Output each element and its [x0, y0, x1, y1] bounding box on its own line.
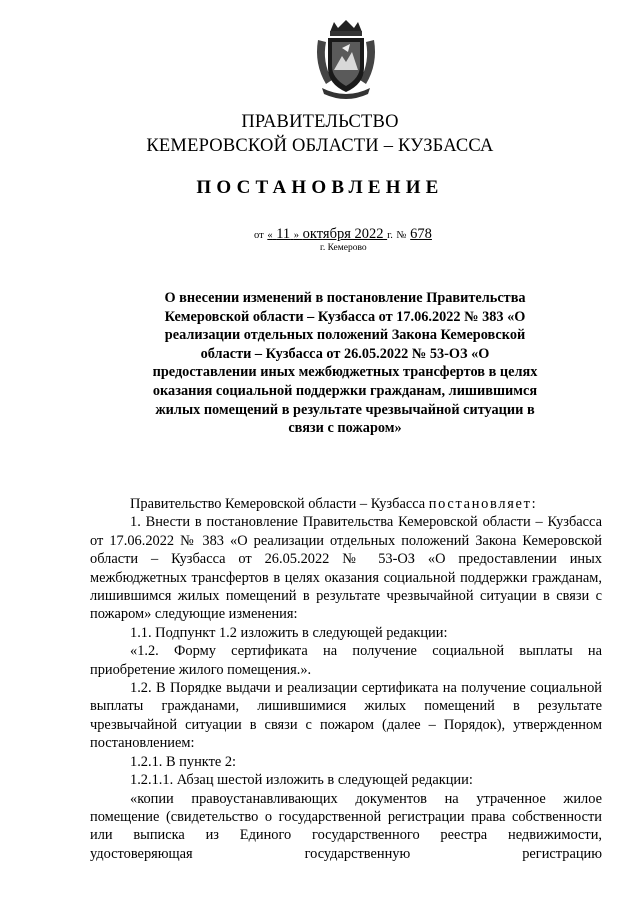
paragraph-1-1: 1.1. Подпункт 1.2 изложить в следующей редакции:	[130, 624, 448, 641]
document-title: О внесении изменений в постановление Правительства Кемеровской области – Кузбасса от 17.06.2022 № 383 «О реализации отдельных положений Закона Кемеровской области – Кузбасса от 26.05.2022 № 53-ОЗ «О предоставлении иных межбюджетных трансфертов в целях оказания социальной поддержки гражданам, лишившимся жилых помещений в результате чрезвычайной ситуации в связи с пожаром»	[152, 290, 538, 437]
number-sign: №	[396, 230, 407, 241]
document-number: 678	[410, 226, 432, 242]
government-name-line1: ПРАВИТЕЛЬСТВО	[241, 112, 399, 132]
intro-text: Правительство Кемеровской области – Кузбасса	[130, 496, 429, 512]
paragraph-1-2-1: 1.2.1. В пункте 2:	[130, 753, 237, 770]
paragraph-quote: «копии правоустанавливающих документов на утраченное жилое помещение (свидетельство о государственной регистрации права собственности или выписка из Единого государственного реестра недвижимости, удостоверяющая государственную регистрацию	[90, 790, 602, 862]
paragraph-1-2-1-1: 1.2.1.1. Абзац шестой изложить в следующей редакции:	[130, 772, 473, 789]
document-type: ПОСТАНОВЛЕНИЕ	[196, 177, 444, 198]
paragraph-1: 1. Внести в постановление Правительства Кемеровской области – Кузбасса от 17.06.2022 № 383 «О реализации отдельных положений Закона Кемеровской области – Кузбасса от 26.05.2022 № 53-ОЗ «О предоставлении иных межбюджетных трансфертов в целях оказания социальной поддержки гражданам, лишившимся жилых помещений в результате чрезвычайной ситуации в связи с пожаром» следующие изменения:	[90, 514, 602, 623]
date-year-suffix: г.	[387, 230, 393, 241]
intro-paragraph	[90, 495, 602, 513]
paragraph-1-1-text: «1.2. Форму сертификата на получение социальной выплаты на приобретение жилого помещения.».	[90, 643, 602, 678]
paragraph-1-2: 1.2. В Порядке выдачи и реализации сертификата на получение социальной выплаты гражданами, лишившимися жилых помещений в результате чрезвычайной ситуации в связи с пожаром (далее – Порядок), утвержденном постановлением:	[90, 680, 602, 752]
date-quote-close: »	[293, 230, 300, 241]
city: г. Кемерово	[320, 243, 367, 253]
kuzbass-coat-of-arms-icon	[312, 18, 380, 100]
date-quote-open: «	[267, 230, 273, 241]
date-prefix: от	[254, 230, 264, 241]
date-month-year: октября 2022	[302, 226, 384, 242]
date-day: 11	[276, 226, 291, 242]
document-date-number	[254, 226, 432, 243]
intro-verb: постановляет:	[428, 496, 538, 512]
government-name-line2: КЕМЕРОВСКОЙ ОБЛАСТИ – КУЗБАССА	[146, 136, 494, 156]
document-body	[90, 495, 602, 863]
